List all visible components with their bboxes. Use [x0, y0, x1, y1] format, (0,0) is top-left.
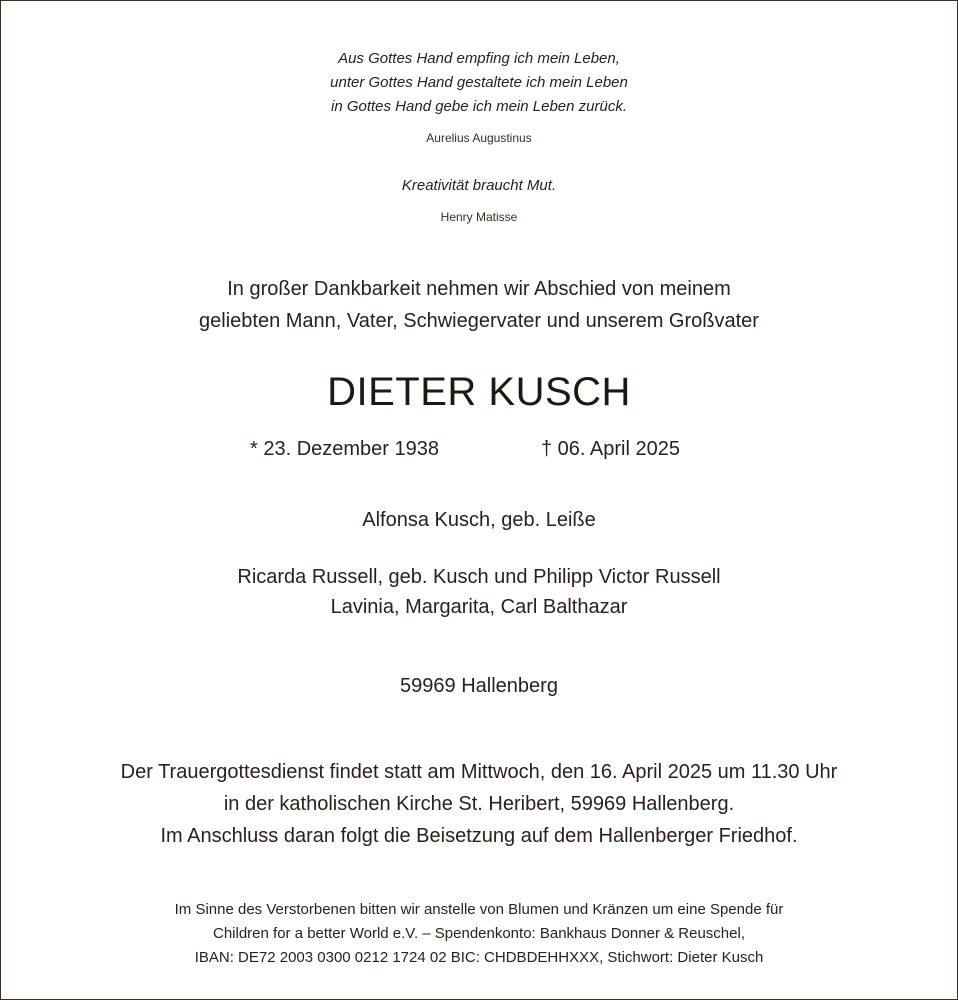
family-location: 59969 Hallenberg: [400, 675, 558, 697]
intro-line-1: In großer Dankbarkeit nehmen wir Abschied von meinem: [227, 278, 731, 300]
service-line-2: in der katholischen Kirche St. Heribert, 59969 Hallenberg.: [223, 793, 735, 815]
spouse-name: Alfonsa Kusch, geb. Leiße: [362, 509, 596, 531]
second-quote-author: Henry Matisse: [440, 210, 518, 224]
deceased-name: DIETER KUSCH: [327, 370, 631, 414]
quote-line-1: Aus Gottes Hand empfing ich mein Leben,: [338, 50, 620, 67]
service-line-1: Der Trauergottesdienst findet statt am Mittwoch, den 16. April 2025 um 11.30 Uhr: [120, 761, 838, 783]
donation-line-2: Children for a better World e.V. – Spendenkonto: Bankhaus Donner & Reuschel,: [213, 925, 745, 942]
quote-line-3: in Gottes Hand gebe ich mein Leben zurück.: [330, 98, 627, 115]
donation-line-3: IBAN: DE72 2003 0300 0212 1724 02 BIC: CHDBDEHHXXX, Stichwort: Dieter Kusch: [194, 949, 764, 966]
intro-line-2: geliebten Mann, Vater, Schwiegervater und unserem Großvater: [199, 310, 759, 332]
donation-line-1: Im Sinne des Verstorbenen bitten wir anstelle von Blumen und Kränzen um eine Spende für: [174, 901, 784, 918]
quote-line-2: unter Gottes Hand gestaltete ich mein Leben: [330, 74, 628, 91]
birth-date: * 23. Dezember 1938: [250, 438, 440, 460]
grandchildren-names: Lavinia, Margarita, Carl Balthazar: [330, 596, 628, 618]
children-names: Ricarda Russell, geb. Kusch und Philipp Victor Russell: [237, 566, 721, 588]
death-date: † 06. April 2025: [541, 438, 680, 460]
second-quote: Kreativität braucht Mut.: [401, 177, 557, 194]
service-line-3: Im Anschluss daran folgt die Beisetzung auf dem Hallenberger Friedhof.: [160, 825, 798, 847]
quote-author: Aurelius Augustinus: [426, 131, 532, 145]
